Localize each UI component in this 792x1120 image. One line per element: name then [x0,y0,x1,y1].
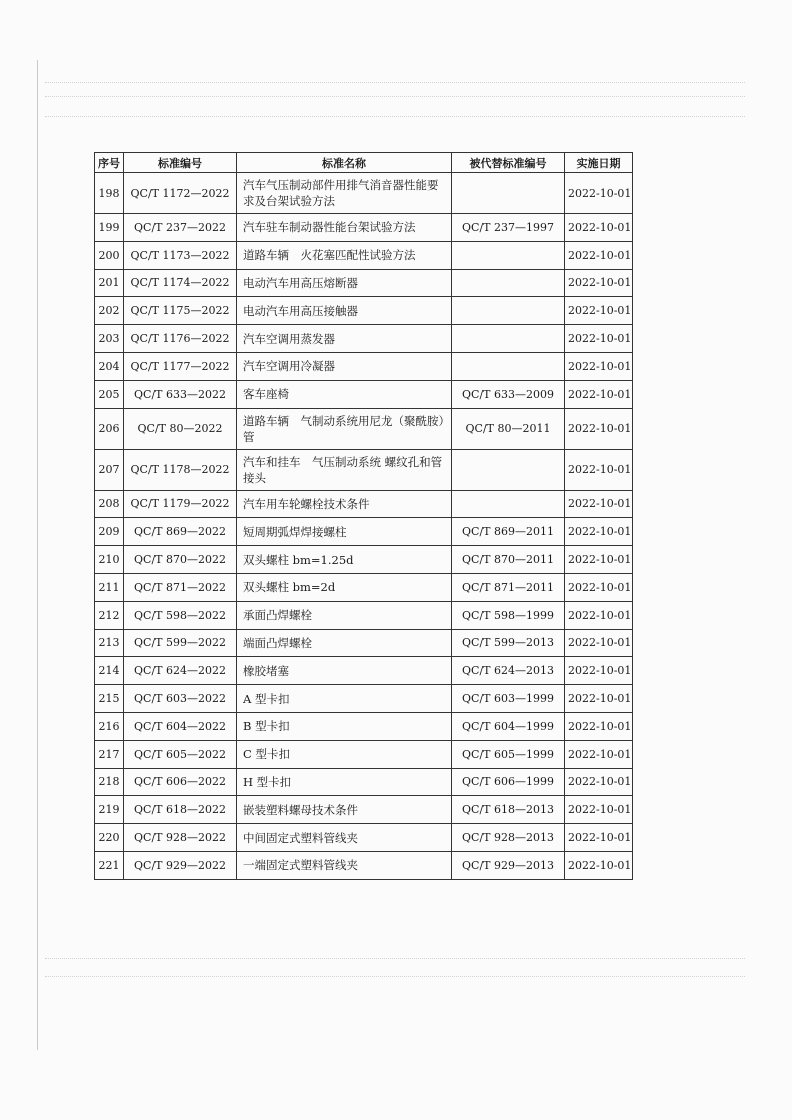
cell-index: 218 [95,768,124,796]
cell-standard-name: 道路车辆 火花塞匹配性试验方法 [237,241,452,269]
cell-index: 211 [95,573,124,601]
cell-standard-code: QC/T 606—2022 [124,768,237,796]
header-index: 序号 [95,153,124,173]
cell-replaced-code [452,241,565,269]
cell-standard-name: 承面凸焊螺栓 [237,601,452,629]
table-row [95,241,633,269]
cell-index: 219 [95,796,124,824]
cell-index: 205 [95,380,124,408]
table-row [95,685,633,713]
cell-replaced-code: QC/T 633—2009 [452,380,565,408]
cell-standard-name: 汽车和挂车 气压制动系统 螺纹孔和管接头 [237,449,452,490]
table-row [95,352,633,380]
cell-replaced-code [452,173,565,214]
cell-standard-name: 橡胶堵塞 [237,657,452,685]
cell-index: 214 [95,657,124,685]
cell-replaced-code: QC/T 624—2013 [452,657,565,685]
cell-standard-name: 汽车空调用蒸发器 [237,325,452,353]
cell-standard-name: 嵌装塑料螺母技术条件 [237,796,452,824]
cell-standard-name: 中间固定式塑料管线夹 [237,824,452,852]
cell-standard-code: QC/T 599—2022 [124,629,237,657]
cell-replaced-code [452,297,565,325]
table-row [95,712,633,740]
standards-table [94,152,633,880]
cell-replaced-code: QC/T 928—2013 [452,824,565,852]
cell-index: 207 [95,449,124,490]
cell-replaced-code: QC/T 618—2013 [452,796,565,824]
cell-index: 210 [95,546,124,574]
cell-standard-name: 双头螺柱 bm=1.25d [237,546,452,574]
cell-standard-code: QC/T 928—2022 [124,824,237,852]
cell-standard-code: QC/T 1176—2022 [124,325,237,353]
cell-standard-name: 汽车驻车制动器性能台架试验方法 [237,214,452,242]
cell-effective-date: 2022-10-01 [565,740,633,768]
table-row [95,657,633,685]
cell-index: 202 [95,297,124,325]
cell-index: 206 [95,408,124,449]
cell-standard-name: 一端固定式塑料管线夹 [237,851,452,879]
table-row [95,173,633,214]
cell-replaced-code [452,352,565,380]
cell-standard-code: QC/T 870—2022 [124,546,237,574]
cell-effective-date: 2022-10-01 [565,768,633,796]
cell-index: 201 [95,269,124,297]
cell-standard-code: QC/T 624—2022 [124,657,237,685]
table-row [95,380,633,408]
cell-effective-date: 2022-10-01 [565,629,633,657]
cell-standard-name: 端面凸焊螺栓 [237,629,452,657]
table-row [95,490,633,518]
cell-index: 209 [95,518,124,546]
cell-standard-name: 汽车空调用冷凝器 [237,352,452,380]
cell-replaced-code: QC/T 870—2011 [452,546,565,574]
table-row [95,518,633,546]
table-row [95,601,633,629]
cell-effective-date: 2022-10-01 [565,449,633,490]
header-effective-date: 实施日期 [565,153,633,173]
table-row [95,740,633,768]
cell-replaced-code: QC/T 871—2011 [452,573,565,601]
cell-standard-code: QC/T 237—2022 [124,214,237,242]
cell-index: 199 [95,214,124,242]
cell-index: 216 [95,712,124,740]
cell-effective-date: 2022-10-01 [565,380,633,408]
cell-standard-code: QC/T 869—2022 [124,518,237,546]
cell-effective-date: 2022-10-01 [565,325,633,353]
cell-effective-date: 2022-10-01 [565,352,633,380]
scan-dotted-line [45,96,745,97]
scan-dotted-line [45,82,745,83]
table-row [95,214,633,242]
cell-standard-code: QC/T 871—2022 [124,573,237,601]
cell-effective-date: 2022-10-01 [565,601,633,629]
cell-standard-code: QC/T 603—2022 [124,685,237,713]
cell-index: 198 [95,173,124,214]
table-row [95,796,633,824]
cell-replaced-code: QC/T 605—1999 [452,740,565,768]
cell-effective-date: 2022-10-01 [565,173,633,214]
cell-effective-date: 2022-10-01 [565,546,633,574]
cell-index: 200 [95,241,124,269]
cell-standard-name: 道路车辆 气制动系统用尼龙（聚酰胺）管 [237,408,452,449]
cell-standard-code: QC/T 1174—2022 [124,269,237,297]
table-row [95,325,633,353]
cell-replaced-code: QC/T 598—1999 [452,601,565,629]
cell-index: 212 [95,601,124,629]
cell-standard-code: QC/T 1179—2022 [124,490,237,518]
cell-replaced-code: QC/T 237—1997 [452,214,565,242]
cell-index: 204 [95,352,124,380]
cell-replaced-code [452,269,565,297]
cell-replaced-code: QC/T 929—2013 [452,851,565,879]
cell-replaced-code: QC/T 869—2011 [452,518,565,546]
header-replaced-code: 被代替标准编号 [452,153,565,173]
cell-standard-code: QC/T 1172—2022 [124,173,237,214]
cell-effective-date: 2022-10-01 [565,408,633,449]
cell-effective-date: 2022-10-01 [565,851,633,879]
cell-replaced-code: QC/T 603—1999 [452,685,565,713]
cell-standard-name: 汽车气压制动部件用排气消音器性能要求及台架试验方法 [237,173,452,214]
cell-standard-name: 客车座椅 [237,380,452,408]
scan-dotted-line [45,958,745,959]
scan-dotted-line [45,116,745,117]
cell-standard-name: 电动汽车用高压熔断器 [237,269,452,297]
cell-standard-code: QC/T 80—2022 [124,408,237,449]
cell-replaced-code [452,325,565,353]
cell-index: 220 [95,824,124,852]
cell-standard-name: C 型卡扣 [237,740,452,768]
cell-replaced-code [452,490,565,518]
table-row [95,573,633,601]
table-row [95,629,633,657]
cell-effective-date: 2022-10-01 [565,657,633,685]
cell-standard-code: QC/T 1178—2022 [124,449,237,490]
cell-standard-name: B 型卡扣 [237,712,452,740]
cell-standard-code: QC/T 633—2022 [124,380,237,408]
cell-standard-code: QC/T 618—2022 [124,796,237,824]
table-row [95,449,633,490]
cell-replaced-code: QC/T 599—2013 [452,629,565,657]
cell-replaced-code: QC/T 606—1999 [452,768,565,796]
table-row [95,851,633,879]
table-row [95,768,633,796]
cell-standard-name: 双头螺柱 bm=2d [237,573,452,601]
cell-effective-date: 2022-10-01 [565,297,633,325]
header-standard-name: 标准名称 [237,153,452,173]
table-row [95,546,633,574]
cell-replaced-code: QC/T 80—2011 [452,408,565,449]
cell-effective-date: 2022-10-01 [565,269,633,297]
cell-effective-date: 2022-10-01 [565,490,633,518]
cell-index: 217 [95,740,124,768]
table-row [95,408,633,449]
cell-standard-code: QC/T 605—2022 [124,740,237,768]
cell-standard-name: H 型卡扣 [237,768,452,796]
cell-effective-date: 2022-10-01 [565,573,633,601]
page-left-rule [37,60,38,1050]
cell-index: 215 [95,685,124,713]
cell-effective-date: 2022-10-01 [565,241,633,269]
cell-standard-code: QC/T 598—2022 [124,601,237,629]
cell-effective-date: 2022-10-01 [565,796,633,824]
table-row [95,824,633,852]
cell-effective-date: 2022-10-01 [565,518,633,546]
cell-index: 221 [95,851,124,879]
cell-effective-date: 2022-10-01 [565,824,633,852]
cell-standard-name: 汽车用车轮螺栓技术条件 [237,490,452,518]
cell-replaced-code: QC/T 604—1999 [452,712,565,740]
cell-standard-name: A 型卡扣 [237,685,452,713]
cell-standard-code: QC/T 604—2022 [124,712,237,740]
cell-standard-code: QC/T 929—2022 [124,851,237,879]
table-header-row [95,153,633,173]
cell-replaced-code [452,449,565,490]
cell-index: 203 [95,325,124,353]
cell-standard-code: QC/T 1173—2022 [124,241,237,269]
cell-effective-date: 2022-10-01 [565,214,633,242]
table-row [95,269,633,297]
cell-standard-code: QC/T 1175—2022 [124,297,237,325]
cell-effective-date: 2022-10-01 [565,712,633,740]
cell-standard-name: 短周期弧焊焊接螺柱 [237,518,452,546]
cell-index: 213 [95,629,124,657]
cell-index: 208 [95,490,124,518]
cell-standard-name: 电动汽车用高压接触器 [237,297,452,325]
table-row [95,297,633,325]
cell-effective-date: 2022-10-01 [565,685,633,713]
scan-dotted-line [45,976,745,977]
cell-standard-code: QC/T 1177—2022 [124,352,237,380]
header-standard-code: 标准编号 [124,153,237,173]
